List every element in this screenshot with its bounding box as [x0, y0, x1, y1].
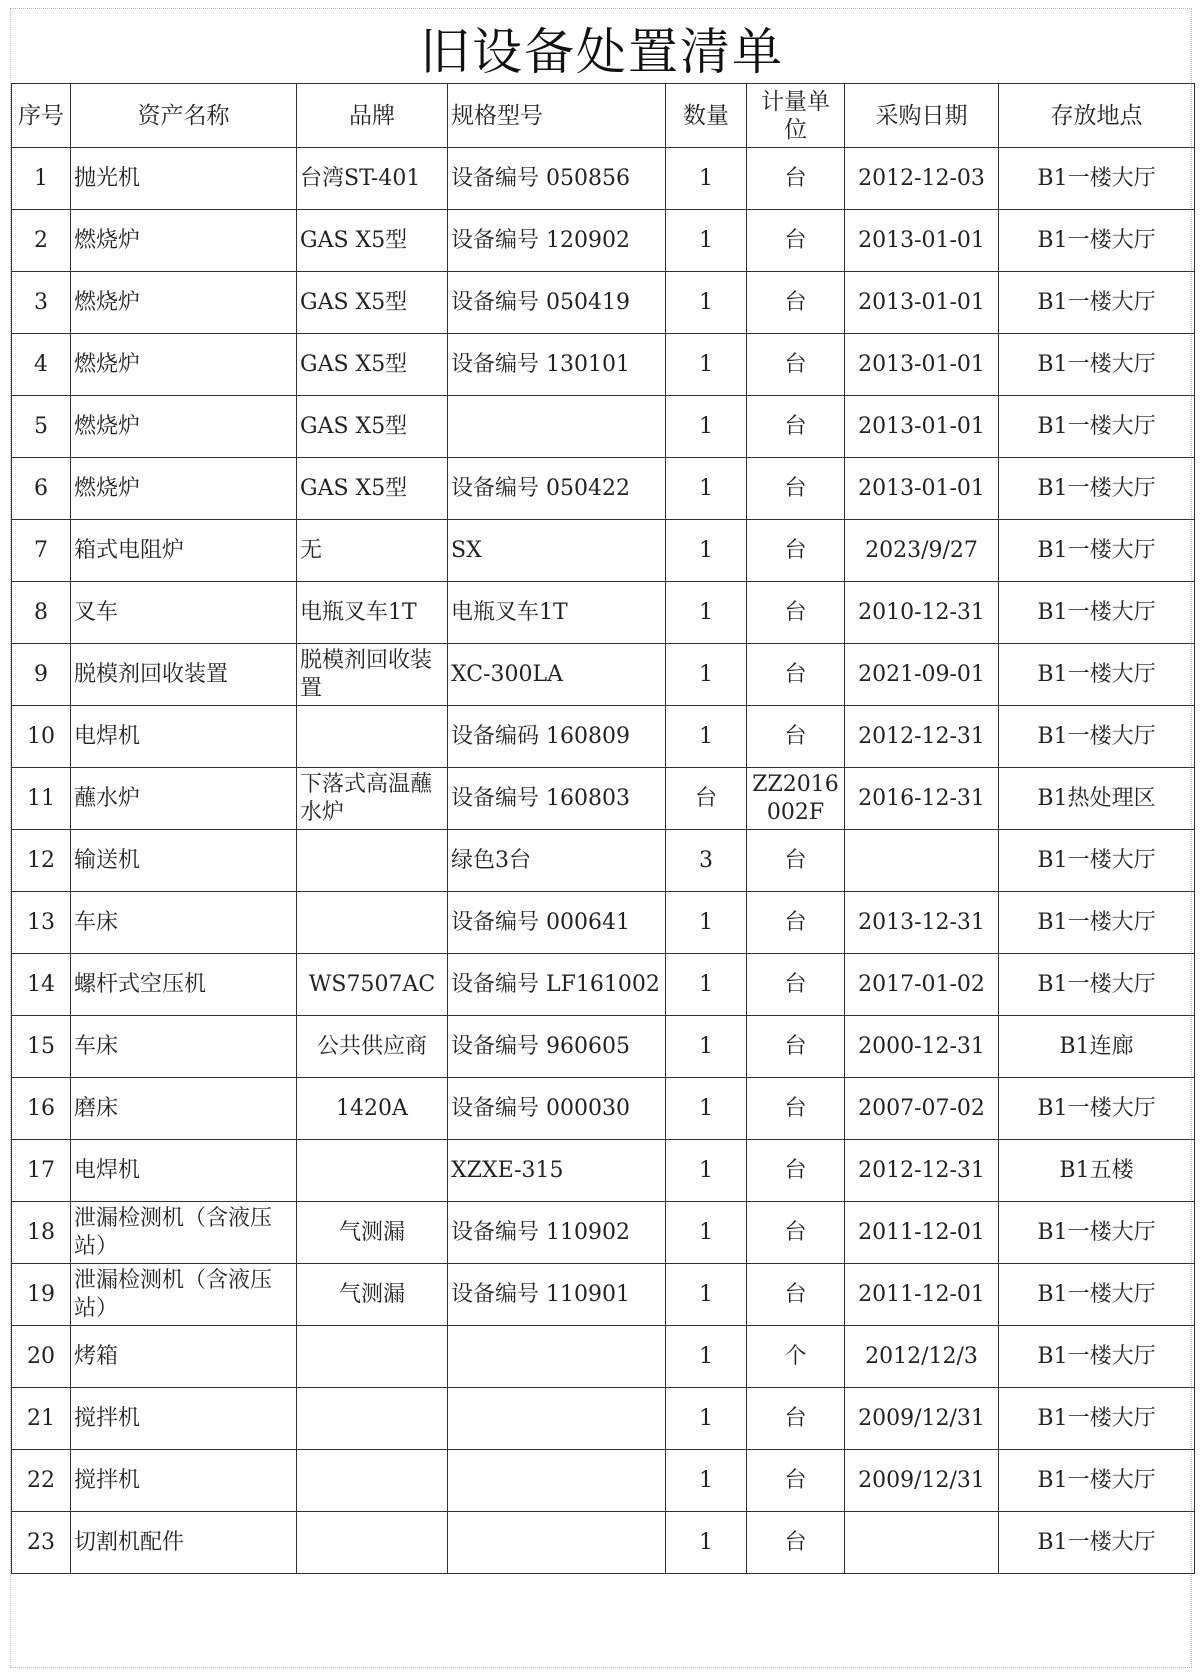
cell-location: B1一楼大厅 [999, 1512, 1195, 1574]
cell-spec: SX [448, 520, 666, 582]
cell-date: 2010-12-31 [845, 582, 999, 644]
cell-name: 燃烧炉 [71, 334, 297, 396]
cell-no: 1 [12, 148, 71, 210]
cell-no: 10 [12, 706, 71, 768]
cell-brand: GAS X5型 [297, 210, 448, 272]
header-row [12, 84, 1195, 148]
cell-date: 2011-12-01 [845, 1264, 999, 1326]
header-unit: 计量单位 [747, 84, 845, 148]
cell-unit: 台 [747, 706, 845, 768]
cell-location: B1一楼大厅 [999, 582, 1195, 644]
cell-unit: 台 [747, 644, 845, 706]
cell-no: 23 [12, 1512, 71, 1574]
cell-brand [297, 706, 448, 768]
cell-brand [297, 1450, 448, 1512]
cell-name: 燃烧炉 [71, 458, 297, 520]
cell-unit: 台 [747, 210, 845, 272]
table-row [12, 1388, 1195, 1450]
cell-brand: 无 [297, 520, 448, 582]
cell-spec: 设备编号 960605 [448, 1016, 666, 1078]
cell-date: 2021-09-01 [845, 644, 999, 706]
cell-location: B1一楼大厅 [999, 334, 1195, 396]
cell-no: 8 [12, 582, 71, 644]
table-row [12, 458, 1195, 520]
cell-no: 9 [12, 644, 71, 706]
cell-date: 2009/12/31 [845, 1450, 999, 1512]
cell-spec: 设备编号 120902 [448, 210, 666, 272]
cell-date [845, 1512, 999, 1574]
cell-unit: 台 [747, 272, 845, 334]
cell-spec: 设备编号 050422 [448, 458, 666, 520]
cell-qty: 1 [666, 892, 747, 954]
cell-location: B1一楼大厅 [999, 1202, 1195, 1264]
cell-qty: 1 [666, 1078, 747, 1140]
cell-spec [448, 1450, 666, 1512]
cell-name: 脱模剂回收装置 [71, 644, 297, 706]
cell-no: 13 [12, 892, 71, 954]
cell-location: B1一楼大厅 [999, 830, 1195, 892]
disposal-table [11, 83, 1195, 1574]
cell-unit: ZZ2016002F [747, 768, 845, 830]
cell-date: 2012/12/3 [845, 1326, 999, 1388]
cell-name: 叉车 [71, 582, 297, 644]
cell-brand: 台湾ST-401 [297, 148, 448, 210]
cell-brand: 公共供应商 [297, 1016, 448, 1078]
cell-location: B1热处理区 [999, 768, 1195, 830]
table-row [12, 272, 1195, 334]
cell-no: 22 [12, 1450, 71, 1512]
cell-spec [448, 1326, 666, 1388]
cell-brand [297, 1388, 448, 1450]
table-row [12, 1016, 1195, 1078]
cell-name: 磨床 [71, 1078, 297, 1140]
cell-no: 17 [12, 1140, 71, 1202]
cell-date: 2013-01-01 [845, 458, 999, 520]
cell-unit: 台 [747, 1388, 845, 1450]
cell-date: 2012-12-31 [845, 706, 999, 768]
cell-location: B1连廊 [999, 1016, 1195, 1078]
cell-no: 18 [12, 1202, 71, 1264]
cell-date: 2011-12-01 [845, 1202, 999, 1264]
header-spec: 规格型号 [448, 84, 666, 148]
cell-date: 2012-12-03 [845, 148, 999, 210]
cell-no: 12 [12, 830, 71, 892]
cell-location: B1一楼大厅 [999, 954, 1195, 1016]
cell-unit: 台 [747, 334, 845, 396]
table-row [12, 768, 1195, 830]
cell-name: 燃烧炉 [71, 396, 297, 458]
cell-name: 烤箱 [71, 1326, 297, 1388]
cell-date: 2017-01-02 [845, 954, 999, 1016]
cell-location: B1一楼大厅 [999, 706, 1195, 768]
header-location: 存放地点 [999, 84, 1195, 148]
cell-name: 燃烧炉 [71, 210, 297, 272]
cell-brand [297, 1140, 448, 1202]
cell-qty: 1 [666, 520, 747, 582]
cell-qty: 1 [666, 334, 747, 396]
cell-unit: 台 [747, 1078, 845, 1140]
cell-spec: 设备编号 110901 [448, 1264, 666, 1326]
cell-location: B1五楼 [999, 1140, 1195, 1202]
cell-unit: 台 [747, 1140, 845, 1202]
cell-location: B1一楼大厅 [999, 644, 1195, 706]
cell-unit: 台 [747, 582, 845, 644]
cell-unit: 台 [747, 1202, 845, 1264]
cell-date [845, 830, 999, 892]
cell-brand: GAS X5型 [297, 272, 448, 334]
cell-name: 车床 [71, 1016, 297, 1078]
cell-location: B1一楼大厅 [999, 1326, 1195, 1388]
cell-unit: 台 [747, 520, 845, 582]
cell-no: 21 [12, 1388, 71, 1450]
cell-date: 2000-12-31 [845, 1016, 999, 1078]
cell-qty: 1 [666, 954, 747, 1016]
cell-location: B1一楼大厅 [999, 272, 1195, 334]
cell-qty: 1 [666, 1450, 747, 1512]
cell-brand: GAS X5型 [297, 396, 448, 458]
cell-unit: 台 [747, 1512, 845, 1574]
cell-unit: 台 [747, 892, 845, 954]
cell-no: 6 [12, 458, 71, 520]
cell-unit: 台 [747, 148, 845, 210]
cell-location: B1一楼大厅 [999, 396, 1195, 458]
cell-name: 电焊机 [71, 706, 297, 768]
cell-unit: 台 [747, 1450, 845, 1512]
table-row [12, 1264, 1195, 1326]
cell-unit: 台 [747, 1264, 845, 1326]
cell-no: 14 [12, 954, 71, 1016]
cell-name: 电焊机 [71, 1140, 297, 1202]
cell-brand: GAS X5型 [297, 458, 448, 520]
cell-date: 2012-12-31 [845, 1140, 999, 1202]
document-sheet [10, 8, 1192, 1668]
cell-qty: 1 [666, 1202, 747, 1264]
table-row [12, 1450, 1195, 1512]
cell-name: 燃烧炉 [71, 272, 297, 334]
cell-no: 11 [12, 768, 71, 830]
cell-brand: 气测漏 [297, 1202, 448, 1264]
header-name: 资产名称 [71, 84, 297, 148]
cell-unit: 台 [747, 830, 845, 892]
cell-spec: XZXE-315 [448, 1140, 666, 1202]
cell-location: B1一楼大厅 [999, 148, 1195, 210]
table-row [12, 1512, 1195, 1574]
cell-brand: 电瓶叉车1T [297, 582, 448, 644]
cell-date: 2013-01-01 [845, 210, 999, 272]
cell-name: 螺杆式空压机 [71, 954, 297, 1016]
cell-brand [297, 1512, 448, 1574]
cell-brand: GAS X5型 [297, 334, 448, 396]
cell-qty: 1 [666, 1264, 747, 1326]
cell-spec [448, 1388, 666, 1450]
cell-brand: 脱模剂回收装置 [297, 644, 448, 706]
cell-name: 输送机 [71, 830, 297, 892]
cell-spec: 绿色3台 [448, 830, 666, 892]
cell-qty: 1 [666, 706, 747, 768]
cell-unit: 台 [747, 1016, 845, 1078]
table-row [12, 1140, 1195, 1202]
cell-spec: 设备编号 LF161002 [448, 954, 666, 1016]
cell-unit: 台 [747, 396, 845, 458]
cell-no: 7 [12, 520, 71, 582]
cell-qty: 1 [666, 1512, 747, 1574]
cell-spec: 设备编号 130101 [448, 334, 666, 396]
cell-date: 2007-07-02 [845, 1078, 999, 1140]
cell-spec: 设备编号 050419 [448, 272, 666, 334]
cell-brand: 1420A [297, 1078, 448, 1140]
table-body [12, 148, 1195, 1574]
cell-qty: 1 [666, 1326, 747, 1388]
cell-spec: 设备编号 000641 [448, 892, 666, 954]
cell-unit: 个 [747, 1326, 845, 1388]
table-row [12, 334, 1195, 396]
cell-no: 4 [12, 334, 71, 396]
table-row [12, 582, 1195, 644]
cell-qty: 1 [666, 148, 747, 210]
cell-no: 2 [12, 210, 71, 272]
cell-no: 20 [12, 1326, 71, 1388]
cell-name: 泄漏检测机（含液压站） [71, 1264, 297, 1326]
cell-no: 16 [12, 1078, 71, 1140]
cell-no: 3 [12, 272, 71, 334]
cell-location: B1一楼大厅 [999, 1264, 1195, 1326]
cell-qty: 1 [666, 644, 747, 706]
cell-name: 箱式电阻炉 [71, 520, 297, 582]
cell-name: 蘸水炉 [71, 768, 297, 830]
cell-spec [448, 396, 666, 458]
table-row [12, 396, 1195, 458]
table-row [12, 1202, 1195, 1264]
cell-location: B1一楼大厅 [999, 892, 1195, 954]
cell-location: B1一楼大厅 [999, 520, 1195, 582]
header-date: 采购日期 [845, 84, 999, 148]
table-row [12, 892, 1195, 954]
cell-qty: 1 [666, 1140, 747, 1202]
cell-spec: 设备编号 110902 [448, 1202, 666, 1264]
cell-qty: 1 [666, 1016, 747, 1078]
table-row [12, 954, 1195, 1016]
table-row [12, 830, 1195, 892]
cell-qty: 1 [666, 458, 747, 520]
cell-brand [297, 892, 448, 954]
cell-spec [448, 1512, 666, 1574]
cell-name: 车床 [71, 892, 297, 954]
cell-brand: 下落式高温蘸水炉 [297, 768, 448, 830]
cell-qty: 1 [666, 210, 747, 272]
cell-name: 搅拌机 [71, 1450, 297, 1512]
cell-spec: 设备编码 160809 [448, 706, 666, 768]
header-no: 序号 [12, 84, 71, 148]
cell-no: 5 [12, 396, 71, 458]
cell-date: 2023/9/27 [845, 520, 999, 582]
cell-spec: 设备编号 000030 [448, 1078, 666, 1140]
cell-date: 2013-12-31 [845, 892, 999, 954]
cell-location: B1一楼大厅 [999, 1388, 1195, 1450]
header-qty: 数量 [666, 84, 747, 148]
cell-location: B1一楼大厅 [999, 1078, 1195, 1140]
cell-date: 2013-01-01 [845, 334, 999, 396]
cell-brand [297, 1326, 448, 1388]
cell-name: 泄漏检测机（含液压站） [71, 1202, 297, 1264]
cell-name: 抛光机 [71, 148, 297, 210]
cell-unit: 台 [747, 954, 845, 1016]
document-title: 旧设备处置清单 [420, 23, 784, 81]
table-row [12, 1078, 1195, 1140]
cell-qty: 1 [666, 1388, 747, 1450]
cell-name: 切割机配件 [71, 1512, 297, 1574]
table-row [12, 706, 1195, 768]
cell-spec: 设备编号 160803 [448, 768, 666, 830]
cell-brand [297, 830, 448, 892]
cell-no: 15 [12, 1016, 71, 1078]
cell-brand: WS7507AC [297, 954, 448, 1016]
cell-qty: 1 [666, 582, 747, 644]
cell-qty: 1 [666, 396, 747, 458]
cell-qty: 台 [666, 768, 747, 830]
cell-location: B1一楼大厅 [999, 1450, 1195, 1512]
cell-spec: XC-300LA [448, 644, 666, 706]
cell-date: 2013-01-01 [845, 396, 999, 458]
table-row [12, 210, 1195, 272]
cell-qty: 1 [666, 272, 747, 334]
table-row [12, 1326, 1195, 1388]
header-brand: 品牌 [297, 84, 448, 148]
cell-unit: 台 [747, 458, 845, 520]
cell-location: B1一楼大厅 [999, 458, 1195, 520]
cell-date: 2013-01-01 [845, 272, 999, 334]
cell-no: 19 [12, 1264, 71, 1326]
cell-qty: 3 [666, 830, 747, 892]
table-row [12, 520, 1195, 582]
cell-date: 2016-12-31 [845, 768, 999, 830]
table-row [12, 644, 1195, 706]
cell-spec: 电瓶叉车1T [448, 582, 666, 644]
cell-date: 2009/12/31 [845, 1388, 999, 1450]
table-row [12, 148, 1195, 210]
cell-brand: 气测漏 [297, 1264, 448, 1326]
cell-location: B1一楼大厅 [999, 210, 1195, 272]
cell-spec: 设备编号 050856 [448, 148, 666, 210]
cell-name: 搅拌机 [71, 1388, 297, 1450]
